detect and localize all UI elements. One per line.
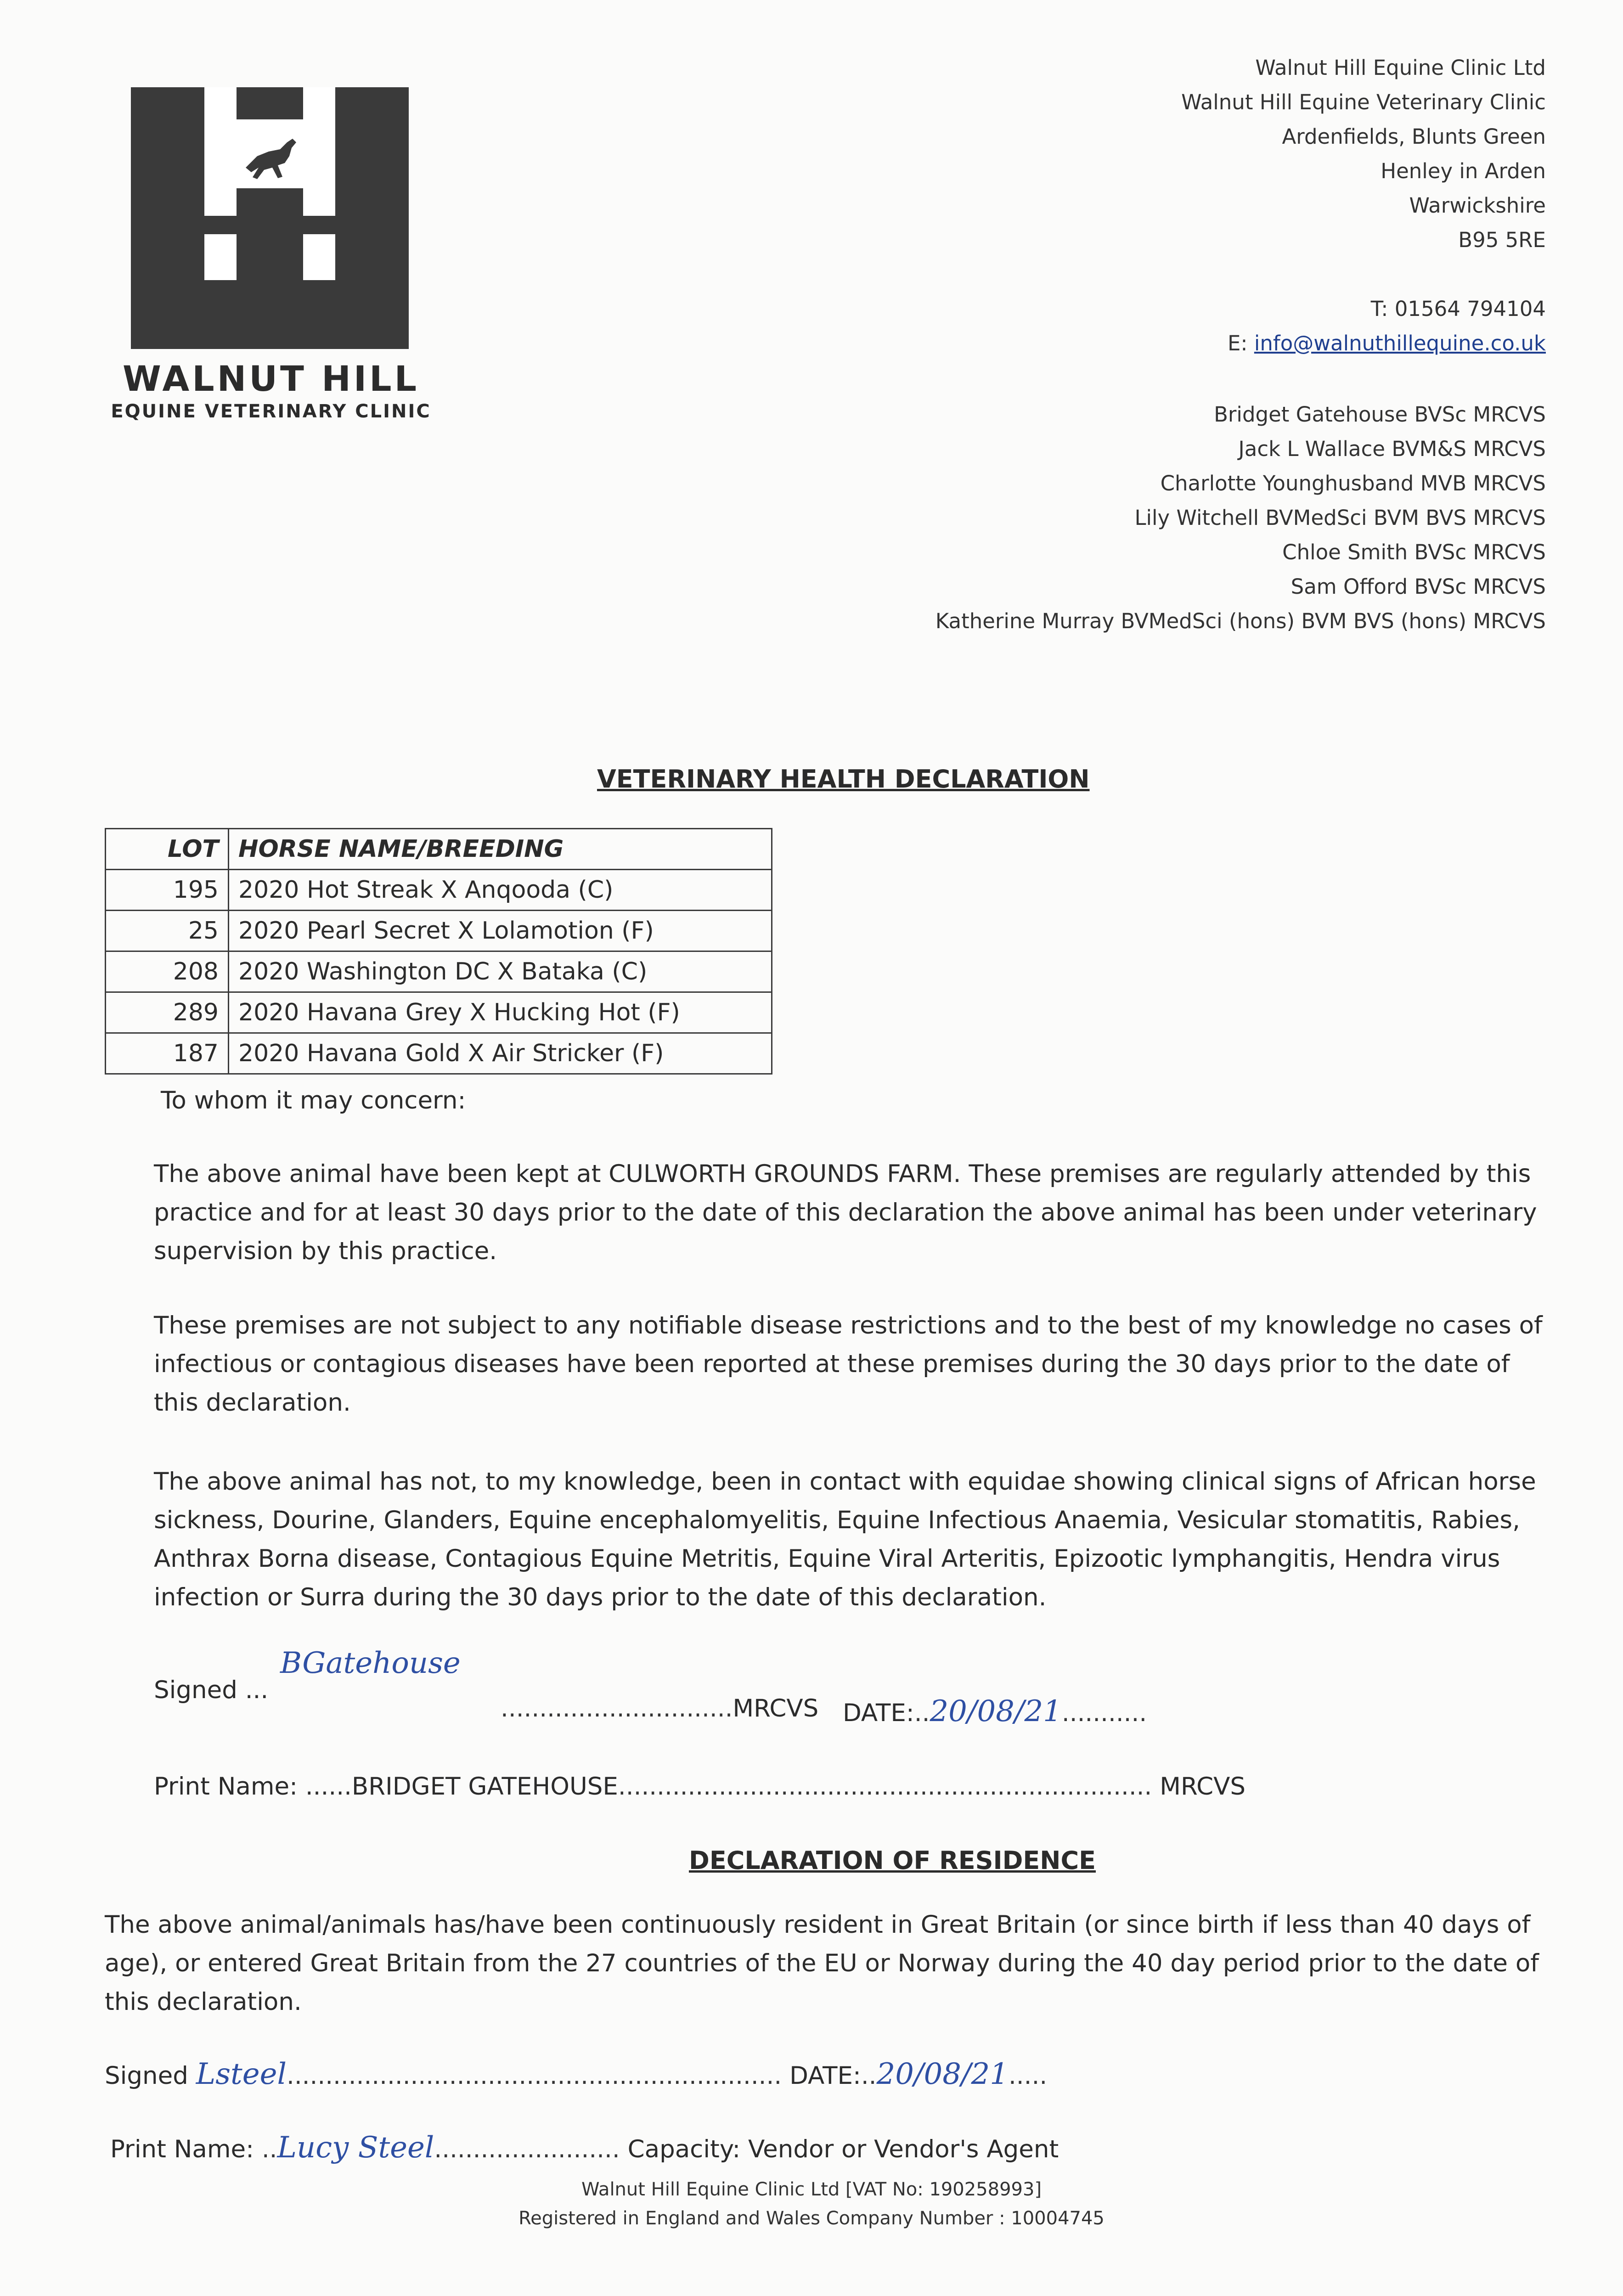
print-name-label: Print Name: [110,2135,262,2163]
horse-breeding: 2020 Washington DC X Bataka (C) [229,951,772,992]
vet-print-name: BRIDGET GATEHOUSE [351,1773,618,1801]
address-line: Henley in Arden [1381,159,1546,183]
address-line: Walnut Hill Equine Veterinary Clinic [1181,90,1546,114]
declaration-paragraph-contact: The above animal has not, to my knowledge, been in contact with equidae showing clinical signs of African horse sickness, Dourine, Glanders, Equine encephalomyelitis, Equine Infectious Anaemia, Vesicular stomatitis, Rabies, Anthrax Borna disease, Contagious Equine Metritis, Equine Viral Arteritis, Epizootic lymphangitis, Hendra virus infection or Surra during the 30 days prior to the date of this declaration. [154,1468,1536,1611]
clinic-logo [131,87,409,349]
vet-name: Jack L Wallace BVM&S MRCVS [1238,437,1546,461]
table-row [106,992,772,1033]
logo-name: WALNUT HILL [122,358,420,399]
table-row [106,911,772,951]
vet-signed-label: Signed ... [154,1676,269,1704]
phone-number: T: 01564 794104 [1370,297,1546,321]
vet-list [935,397,1546,638]
vet-name: Lily Witchell BVMedSci BVM BVS MRCVS [1134,506,1546,530]
residence-date-value: 20/08/21 [876,2057,1009,2091]
lot-number: 289 [106,992,229,1033]
residence-print-name: Lucy Steel [277,2131,434,2165]
table-row [106,951,772,992]
vet-name: Chloe Smith BVSc MRCVS [1282,540,1546,564]
vet-name: Charlotte Younghusband MVB MRCVS [1160,471,1546,495]
vet-name: Bridget Gatehouse BVSc MRCVS [1214,402,1546,427]
lot-column-header: LOT [106,829,229,870]
declaration-paragraph-disease: These premises are not subject to any notifiable disease restrictions and to the best of my knowledge no cases of infectious or contagious diseases have been reported at these premises during the 30 days prior to the date of this declaration. [154,1311,1543,1417]
lot-number: 208 [106,951,229,992]
logo-subtitle: EQUINE VETERINARY CLINIC [111,401,431,422]
vet-date-value: 20/08/21 [930,1694,1062,1728]
date-label: DATE: [843,1699,914,1727]
email-label: E: [1227,331,1254,355]
mrcvs-label: MRCVS [1160,1773,1246,1801]
lot-number: 195 [106,870,229,911]
horse-breeding: 2020 Havana Gold X Air Stricker (F) [229,1033,772,1074]
footer-registration: Registered in England and Wales Company Number : 10004745 [518,2208,1105,2229]
table-row [106,1033,772,1074]
lot-number: 25 [106,911,229,951]
residence-paragraph: The above animal/animals has/have been continuously resident in Great Britain (or since birth if less than 40 days of age), or entered Great Britain from the 27 countries of the EU or Norway during the 40 day period prior to the date of this declaration. [105,1911,1539,2016]
clinic-address [1181,51,1546,257]
health-declaration-heading: VETERINARY HEALTH DECLARATION [597,765,1090,793]
vet-signature: BGatehouse [280,1646,461,1680]
horse-breeding: 2020 Pearl Secret X Lolamotion (F) [229,911,772,951]
mrcvs-label: MRCVS [733,1694,819,1722]
dotted-line: .............................. [501,1694,733,1722]
table-row [106,870,772,911]
vet-print-name-line: Print Name: ......BRIDGET GATEHOUSE..................................................................... MRCVS [154,1773,1246,1801]
residence-declaration-heading: DECLARATION OF RESIDENCE [689,1846,1096,1875]
capacity-label: Capacity: Vendor or Vendor's Agent [627,2135,1059,2163]
horse-column-header: HORSE NAME/BREEDING [229,829,772,870]
lot-number: 187 [106,1033,229,1074]
address-line: Ardenfields, Blunts Green [1282,124,1546,149]
residence-signature: Lsteel [196,2057,287,2091]
vet-name: Sam Offord BVSc MRCVS [1291,574,1546,599]
footer-vat: Walnut Hill Equine Clinic Ltd [VAT No: 190258993] [581,2179,1042,2200]
logo-wordmark [110,358,432,422]
address-line: Walnut Hill Equine Clinic Ltd [1255,56,1546,80]
address-line: B95 5RE [1458,228,1546,252]
declaration-paragraph-premises: The above animal have been kept at CULWORTH GROUNDS FARM. These premises are regularly attended by this practice and for at least 30 days prior to the date of this declaration the above animal has been under veterinary supervision by this practice. [154,1160,1537,1265]
clinic-contact [1228,292,1546,360]
horse-breeding: 2020 Hot Streak X Anqooda (C) [229,870,772,911]
address-line: Warwickshire [1409,193,1546,218]
horse-breeding: 2020 Havana Grey X Hucking Hot (F) [229,992,772,1033]
table-header-row [106,829,772,870]
vet-name: Katherine Murray BVMedSci (hons) BVM BVS (hons) MRCVS [935,609,1546,633]
vet-signature-line [501,1694,818,1722]
print-name-label: Print Name: ...... [154,1773,352,1801]
vet-date-line: DATE:..20/08/21........... [843,1694,1147,1728]
date-label: DATE: [789,2062,861,2090]
signed-label: Signed [105,2062,196,2090]
residence-print-name-line: Print Name: ..Lucy Steel........................ Capacity: Vendor or Vendor's Agent [110,2131,1059,2165]
lot-table [105,828,772,1075]
email-link[interactable]: info@walnuthillequine.co.uk [1254,331,1546,355]
salutation: To whom it may concern: [161,1086,466,1114]
residence-signed-line: Signed Lsteel................................................................ DATE:..20/08/21..... [105,2057,1048,2091]
